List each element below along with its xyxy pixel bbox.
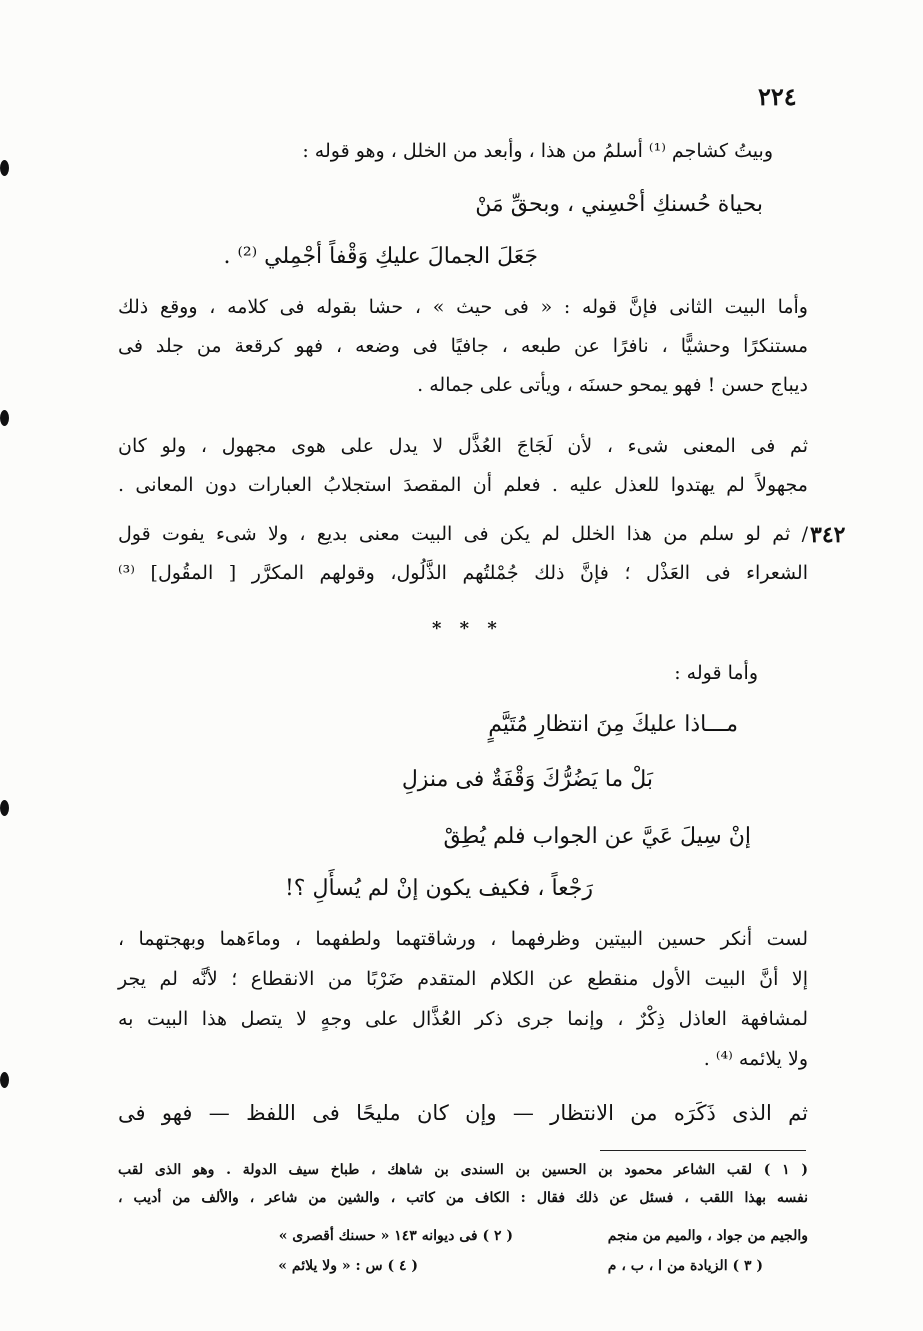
text-line-11: وأما قوله :: [674, 662, 758, 684]
text-line-14: لمشافهة العاذل ذِكْرٌ ، وإنما جرى ذكر العُذَّال على وجهٍ لا يتصل هذا البيت به: [118, 1008, 808, 1030]
verse-line-1: بحياة حُسنكِ أحْسِني ، وبحقِّ مَنْ: [475, 192, 763, 217]
scan-binding-hole: [0, 160, 9, 176]
text-line-12: لست أنكر حسين البيتين وظرفهما ، ورشاقتهما ولطفهما ، وماءَهما وبهجتهما ،: [118, 928, 808, 950]
footnote-rule: [600, 1150, 806, 1151]
scan-binding-hole: [0, 410, 9, 426]
footnote-1-line-1: ( ١ ) لقب الشاعر محمود بن الحسين بن السندى بن شاهك ، طباخ سيف الدولة . وهو الذى لقب: [118, 1162, 809, 1178]
text-line-6: ديباج حسن ! فهو يمحو حسنَه ، ويأتى على جماله .: [417, 374, 808, 396]
text-line-16: ثم الذى ذَكَرَه من الانتظار — وإن كان مليحًا فى اللفظ — فهو فى: [118, 1101, 808, 1125]
text-line-5: مستنكرًا وحشيًّا ، نافرًا عن طبعه ، جافيًا فى وضعه ، فهو كرقعة من جلد فى: [118, 335, 808, 357]
scan-binding-hole: [0, 800, 9, 816]
text-line-15: ولا يلائمه ⁽⁴⁾ .: [703, 1048, 808, 1070]
section-separator: * * *: [432, 618, 503, 639]
verse-line-6: رَجْعاً ، فكيف يكون إنْ لم يُسأَلِ ؟!: [284, 876, 593, 901]
verse-line-2: جَعَلَ الجمالَ عليكِ وَقْفاً أجْمِلي ⁽²⁾ .: [223, 244, 538, 269]
footnote-2: ( ٢ ) فى ديوانه ١٤٣ « حسنك أقصرى »: [278, 1228, 513, 1244]
footnote-4: ( ٤ ) س : « ولا يلائم »: [278, 1258, 418, 1274]
verse-line-3: مـــاذا عليكَ مِنَ انتظارِ مُتَيَّمٍ: [488, 712, 738, 737]
text-line-13: إلا أنَّ البيت الأول منقطع عن الكلام المتقدم ضَرْبًا من الانقطاع ؛ لأنَّه لم يجر: [118, 968, 808, 990]
footnote-1-line-2: نفسه بهذا اللقب ، فسئل عن ذلك فقال : الكاف من كاتب ، والشين من شاعر ، والألف من أديب ،: [118, 1190, 808, 1206]
text-line-4: وأما البيت الثانى فإنَّ قوله : « فى حيث » ، حشا بقوله فى كلامه ، ووقع ذلك: [118, 296, 808, 318]
text-line-1: وبيتُ كشاجم ⁽¹⁾ أسلمُ من هذا ، وأبعد من الخلل ، وهو قوله :: [302, 140, 773, 162]
footnote-3: ( ٣ ) الزيادة من ا ، ب ، م: [607, 1258, 763, 1274]
text-line-9: / ثم لو سلم من هذا الخلل لم يكن فى البيت معنى بديع ، ولا شىء يفوت قول: [118, 523, 808, 545]
verse-line-4: بَلْ ما يَضُرُّكَ وَقْفَةٌ فى منزلِ: [401, 767, 653, 792]
page-number: ٢٢٤: [758, 82, 797, 111]
margin-number: ٣٤٢: [810, 522, 846, 548]
text-line-7: ثم فى المعنى شىء ، لأن لَجَاجَ العُذَّل لا يدل على هوى مجهول ، ولو كان: [118, 435, 808, 457]
verse-line-5: إنْ سِيلَ عَيَّ عن الجواب فلم يُطِقْ: [443, 824, 751, 849]
text-line-10: الشعراء فى العَذْل ؛ فإنَّ ذلك جُمْلتُهم الذَّلُول، وقولهم المكرَّر [ المقُول] ⁽³⁾: [118, 562, 808, 584]
scan-binding-hole: [0, 1072, 9, 1088]
footnote-1-line-3: والجيم من جواد ، والميم من منجم: [607, 1228, 808, 1244]
text-line-8: مجهولاً لم يهتدوا للعذل عليه . فعلم أن المقصدَ استجلابُ العبارات دون المعانى .: [118, 474, 808, 496]
